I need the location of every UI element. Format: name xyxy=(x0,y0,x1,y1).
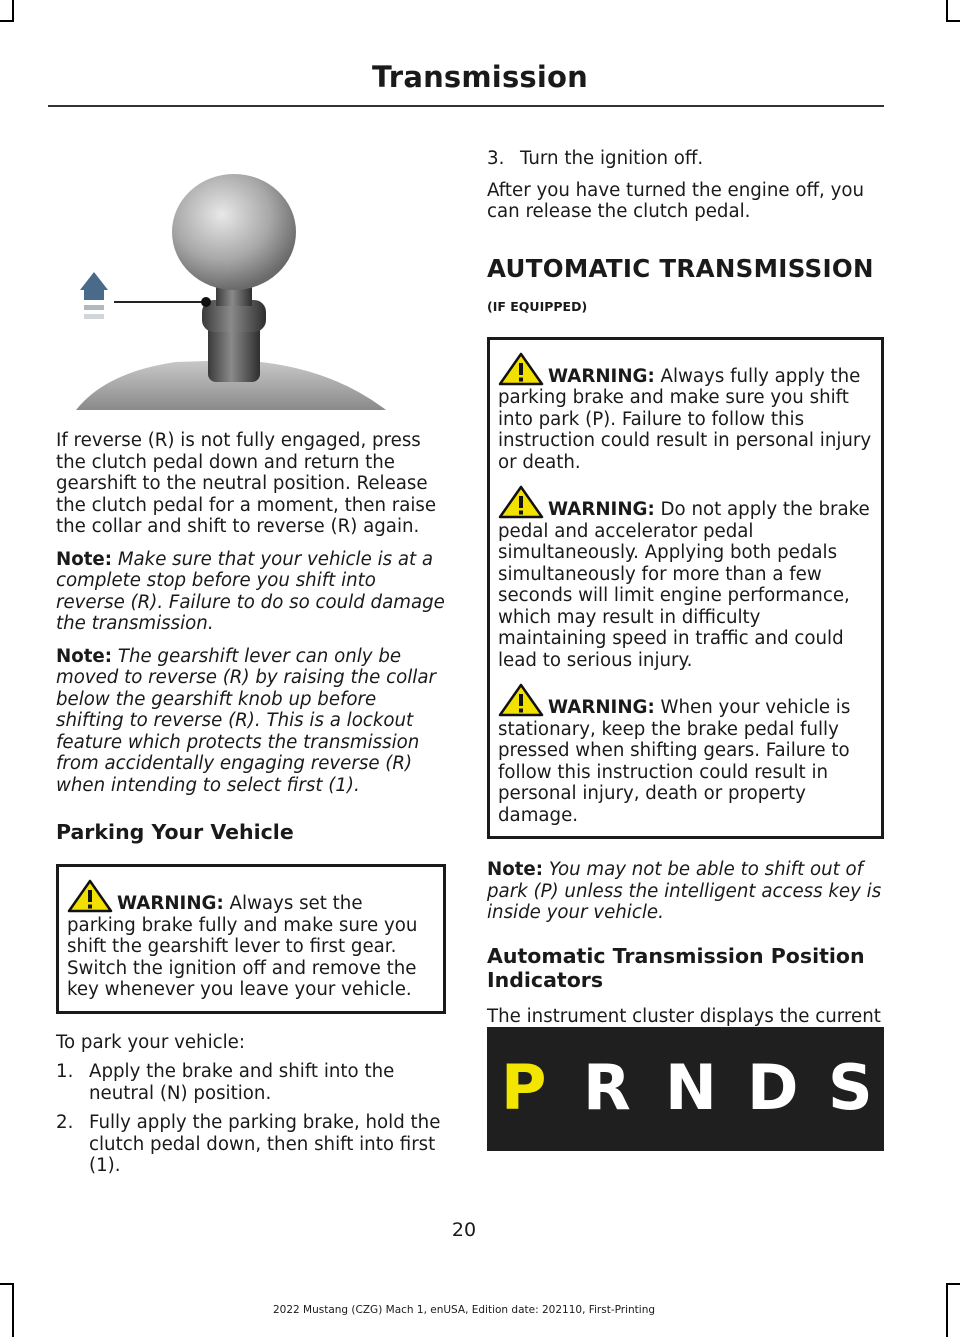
warning-triangle-icon xyxy=(498,352,544,386)
if-equipped-label: (IF EQUIPPED) xyxy=(487,298,588,314)
gear-letter-active: P xyxy=(501,1051,547,1124)
right-column xyxy=(487,148,884,1049)
step-text: Fully apply the parking brake, hold the clutch pedal down, then shift into first (1). xyxy=(89,1112,441,1176)
step-number: 3. xyxy=(487,148,505,169)
warning-label: WARNING: xyxy=(548,499,655,520)
warning-text: Always set the parking brake fully and make sure you shift the gearshift lever to first gear. Switch the ignition off and remove the key whenever you leave your vehicle. xyxy=(67,893,418,1000)
warning-label: WARNING: xyxy=(117,893,224,914)
crop-mark xyxy=(946,1283,960,1285)
crop-mark xyxy=(12,0,14,22)
steps-list xyxy=(487,148,884,170)
note-label: Note: xyxy=(56,548,113,570)
section-heading: Parking Your Vehicle xyxy=(56,820,294,844)
warning xyxy=(498,485,873,671)
indicators-paragraph: The instrument cluster displays the current xyxy=(487,1005,881,1027)
warning-triangle-icon xyxy=(498,485,544,519)
warning-triangle-icon xyxy=(498,683,544,717)
step-text: Apply the brake and shift into the neutral (N) position. xyxy=(89,1061,395,1104)
steps-list xyxy=(56,1061,446,1177)
warning-label: WARNING: xyxy=(548,365,655,387)
note-text: You may not be able to shift out of park (P) unless the intelligent access key is inside your vehicle. xyxy=(487,859,882,923)
note-label: Note: xyxy=(487,859,544,880)
crop-mark xyxy=(0,1283,14,1285)
list-item xyxy=(56,1061,446,1104)
crop-mark xyxy=(946,0,948,22)
warning-box xyxy=(56,864,446,1014)
gear-letter: N xyxy=(665,1051,717,1124)
step-number: 2. xyxy=(56,1112,74,1133)
gear-letter: D xyxy=(747,1051,799,1124)
gearshift-knob-illustration xyxy=(66,172,396,412)
gear-position-indicator xyxy=(487,1027,884,1151)
note-text: Make sure that your vehicle is at a complete stop before you shift into reverse (R). Failure to do so could damage the transmission. xyxy=(56,548,445,634)
list-item xyxy=(56,1112,446,1177)
note-label: Note: xyxy=(56,645,113,667)
page-title: Transmission xyxy=(372,60,588,94)
note-text: The gearshift lever can only be moved to reverse (R) by raising the collar below the gearshift knob up before shifting to reverse (R). This is a lockout feature which protects the transmission from accidentally engaging reverse (R) when intending to select first (1). xyxy=(56,645,436,796)
note xyxy=(487,859,884,924)
list-item xyxy=(487,148,884,170)
footer-edition: 2022 Mustang (CZG) Mach 1, enUSA, Edition date: 202110, First-Printing xyxy=(272,1304,656,1316)
section-heading: AUTOMATIC TRANSMISSION xyxy=(487,253,874,283)
step-number: 1. xyxy=(56,1061,74,1082)
reverse-paragraph: If reverse (R) is not fully engaged, press the clutch pedal down and return the gearshift to the neutral position. Release the clutch pedal for a moment, then raise the collar and shift to reverse (R) again. xyxy=(56,430,437,537)
crop-mark xyxy=(946,20,960,22)
warning-triangle-icon xyxy=(67,879,113,913)
note xyxy=(56,549,446,635)
page-number: 20 xyxy=(451,1219,477,1241)
warning xyxy=(498,683,873,826)
header-divider xyxy=(48,105,884,107)
warning-text: Do not apply the brake pedal and accelerator pedal simultaneously. Applying both pedals simultaneously for more than a few seconds will limit engine performance, which may result in difficulty maintaining speed in traffic and could lead to serious injury. xyxy=(498,499,870,671)
warning xyxy=(498,352,873,474)
left-column xyxy=(56,430,446,1177)
warning-label: WARNING: xyxy=(548,697,655,718)
to-park-text: To park your vehicle: xyxy=(56,1031,245,1053)
note xyxy=(56,646,446,797)
warning-box xyxy=(487,337,884,840)
gear-letter: S xyxy=(828,1051,873,1124)
warning xyxy=(67,879,435,1001)
warning-text: When your vehicle is stationary, keep the brake pedal fully pressed when shifting gears. Failure to follow this instruction could result in personal injury, death or property damage. xyxy=(498,697,851,826)
gear-letter: R xyxy=(583,1051,631,1124)
section-heading: Automatic Transmission Position Indicators xyxy=(487,943,865,992)
after-paragraph: After you have turned the engine off, you can release the clutch pedal. xyxy=(487,179,864,222)
step-text: Turn the ignition off. xyxy=(520,148,704,169)
crop-mark xyxy=(0,20,14,22)
warning-text: Always fully apply the parking brake and make sure you shift into park (P). Failure to follow this instruction could result in personal injury or death. xyxy=(498,365,872,473)
crop-mark xyxy=(946,1283,948,1337)
